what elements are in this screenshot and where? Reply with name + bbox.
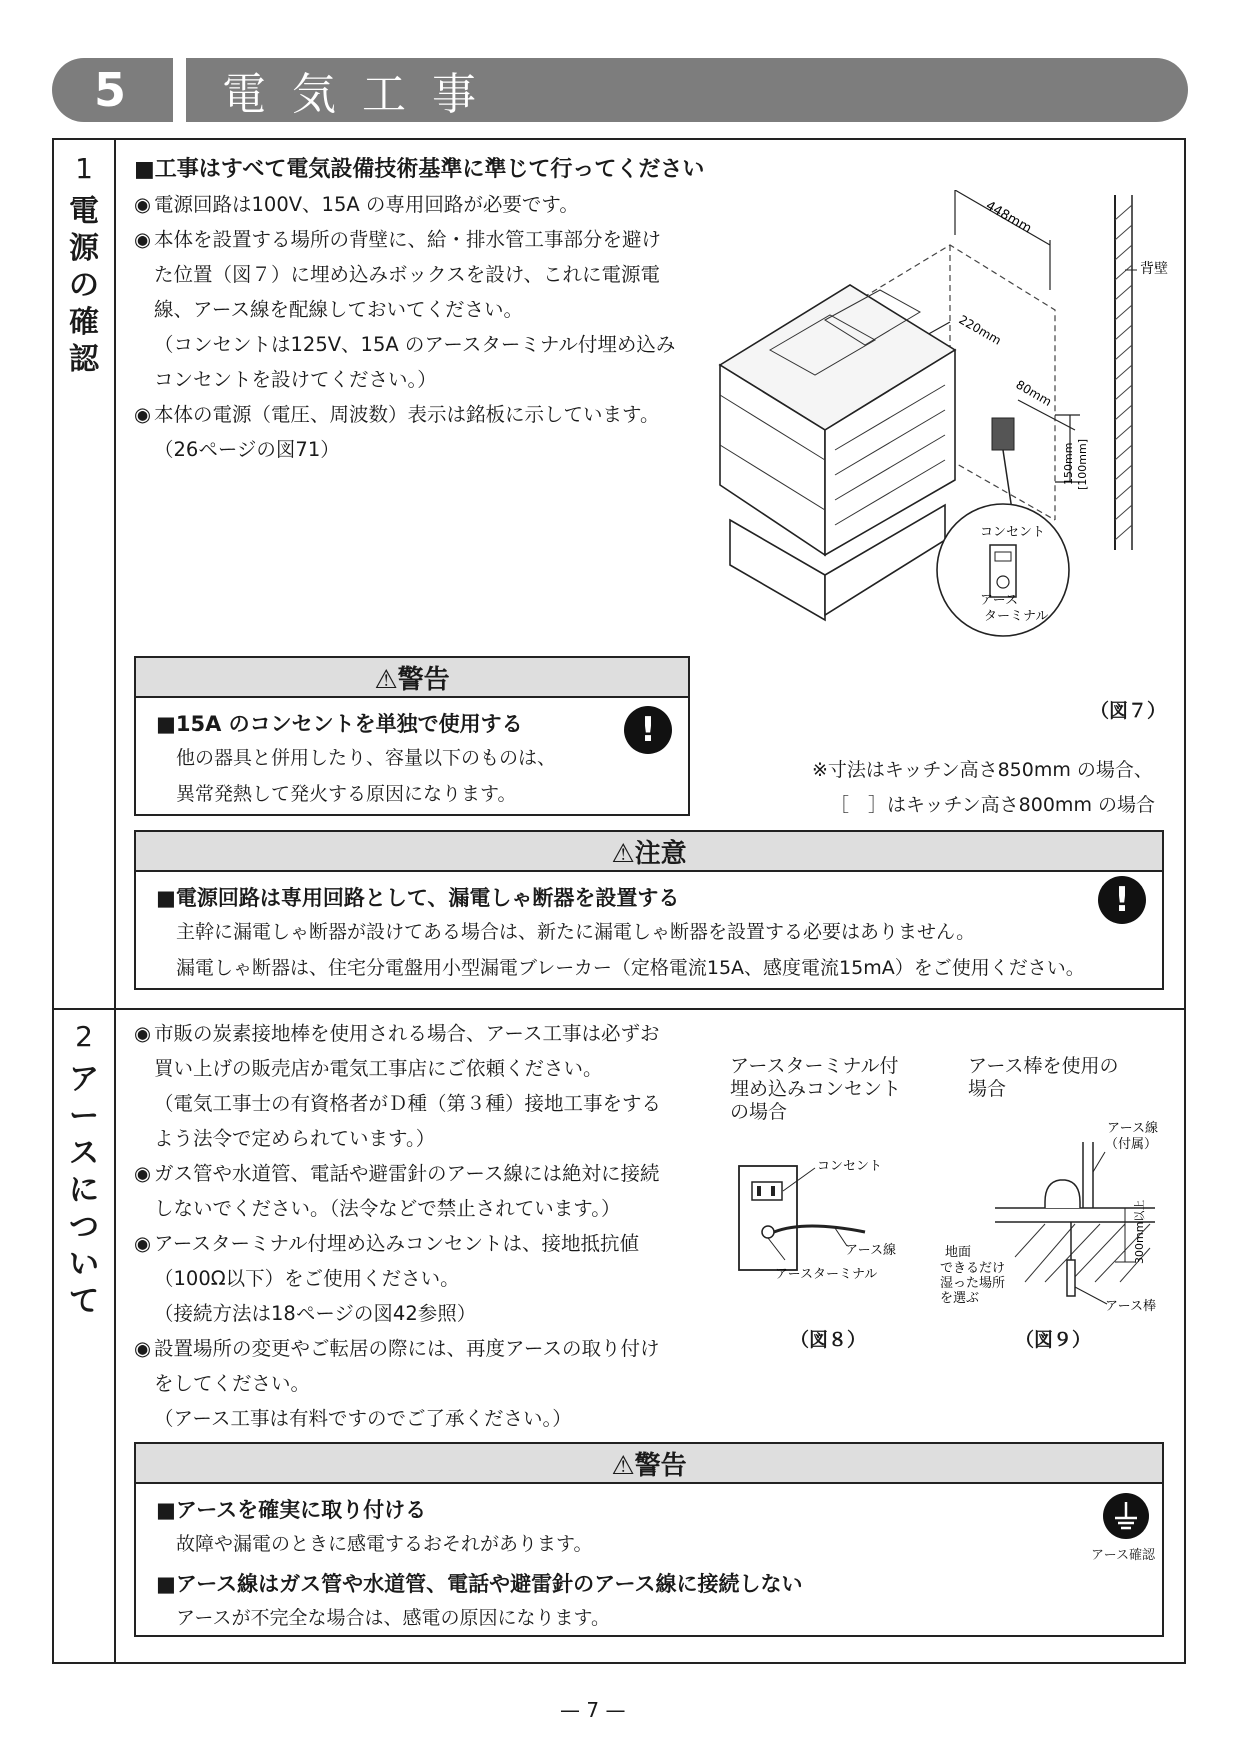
section-header: [52, 58, 1188, 122]
section1-bullets: [134, 187, 694, 467]
section2-title: [62, 1061, 106, 1320]
header-divider: [173, 58, 186, 122]
section-divider: [52, 1008, 1186, 1010]
bullet-line: （100Ω以下）をご使用ください。: [154, 1267, 460, 1290]
earth-terminal-icon: [762, 1226, 774, 1238]
warning-title: ■15A のコンセントを単独で使用する: [156, 712, 523, 736]
section2-title-char: い: [69, 1247, 99, 1282]
bullet-line: （電気工事士の有資格者がＤ種（第３種）接地工事をする: [154, 1092, 662, 1115]
caution-text: 漏電しゃ断器は、住宅分電盤用小型漏電ブレーカー（定格電流15A、感度電流15mA）をご使用ください。: [176, 957, 1085, 979]
caution-box: [134, 830, 1164, 990]
warning-box: [134, 656, 690, 816]
bullet-item: ◉ アースターミナル付埋め込みコンセントは、接地抵抗値: [134, 1226, 694, 1261]
bullet-icon: ◉: [134, 403, 152, 426]
section2-title-char: ス: [69, 1136, 99, 1171]
warning-text: 異常発熱して発火する原因になります。: [176, 783, 517, 805]
warning-text: 他の器具と併用したり、容量以下のものは、: [176, 747, 557, 769]
warning-header: ⚠警告: [136, 1444, 1162, 1484]
section1-number: 1: [75, 152, 93, 185]
section2-number: 2: [75, 1020, 93, 1053]
bullet-item: ◉ 本体を設置する場所の背壁に、給・排水管工事部分を避け: [134, 222, 694, 257]
bullet-line: しないでください。（法令などで禁止されています。）: [154, 1197, 621, 1220]
fig8-outlet-label: コンセント: [817, 1159, 883, 1174]
section2-title-char: つ: [69, 1210, 99, 1245]
terminal-label-1: アース: [980, 593, 1018, 608]
fig9-wire-label: アース線: [1107, 1121, 1158, 1136]
section-number: 5: [93, 63, 126, 117]
figure-7-caption: （図７）: [1090, 700, 1167, 722]
fig9-rod-label: アース棒: [1105, 1299, 1156, 1314]
section2-title-char: て: [69, 1284, 99, 1319]
fig9-wire-sub-label: （付属）: [1105, 1137, 1158, 1152]
figure-9-title: [968, 1055, 1118, 1101]
dim-height-label: 150mm: [1062, 442, 1075, 485]
figure-8-title-line: 埋め込みコンセント: [730, 1078, 902, 1100]
bullet-icon: ◉: [134, 228, 152, 251]
bullet-line: （アース工事は有料ですのでご了承ください。）: [154, 1407, 572, 1430]
terminal-label-2: ターミナル: [984, 609, 1049, 624]
fig9-place-line: 湿った場所: [940, 1276, 1006, 1291]
caution-title: ■電源回路は専用回路として、漏電しゃ断器を設置する: [156, 886, 680, 910]
wall-label: 背壁: [1140, 261, 1168, 277]
figure-9-diagram: [925, 1112, 1177, 1322]
bullet-icon: ◉: [134, 1022, 152, 1045]
bullet-line: コンセントを設けてください。）: [154, 368, 437, 391]
outlet-label: コンセント: [980, 525, 1046, 540]
fig9-ground-label: 地面: [945, 1245, 972, 1260]
bullet-line: （接続方法は18ページの図42参照）: [154, 1302, 477, 1325]
section2-title-char: ー: [69, 1099, 99, 1134]
section1-heading: ■工事はすべて電気設備技術基準に準じて行ってください: [134, 157, 705, 182]
figure-8-caption: （図８）: [790, 1329, 867, 1351]
warning-text: 故障や漏電のときに感電するおそれがあります。: [176, 1533, 593, 1555]
section1-title-char: 認: [69, 342, 99, 377]
figure-7-diagram: [700, 190, 1180, 730]
earth-rod-icon: [1067, 1260, 1075, 1296]
bullet-line: （コンセントは125V、15A のアースターミナル付埋め込み: [154, 333, 676, 356]
fig9-depth-label: 300mm以上: [1133, 1199, 1146, 1264]
caution-header: ⚠注意: [136, 832, 1162, 872]
dim-width-label: 448mm: [983, 198, 1034, 237]
bullet-item: ◉ 市販の炭素接地棒を使用される場合、アース工事は必ずお: [134, 1016, 694, 1051]
warning-title: ■アースを確実に取り付ける: [156, 1498, 427, 1522]
caution-body: [176, 914, 1085, 986]
earth-check-icon: [1102, 1492, 1150, 1540]
section1-title-char: 源: [69, 231, 99, 266]
bullet-item: ◉ ガス管や水道管、電話や避雷針のアース線には絶対に接続: [134, 1156, 694, 1191]
dim-side-label: 80mm: [1013, 377, 1054, 409]
earth-warning-box: [134, 1442, 1164, 1637]
section1-label: [62, 150, 106, 378]
fig8-wire-label: アース線: [845, 1243, 896, 1258]
bullet-icon: ◉: [134, 1162, 152, 1185]
page-title: 電気工事: [222, 69, 502, 120]
caution-text: 主幹に漏電しゃ断器が設けてある場合は、新たに漏電しゃ断器を設置する必要はありません。: [176, 921, 976, 943]
section2-title-char: ア: [69, 1062, 99, 1097]
section1-title: [62, 193, 106, 378]
bullet-item: ◉ 本体の電源（電圧、周波数）表示は銘板に示しています。: [134, 397, 694, 432]
warning-header: ⚠警告: [136, 658, 688, 698]
figure-9-caption: （図９）: [1015, 1329, 1092, 1351]
page-number: — 7 —: [560, 1698, 626, 1722]
warning-title: ■アース線はガス管や水道管、電話や避雷針のアース線に接続しない: [156, 1572, 803, 1596]
figure-8-title-line: アースターミナル付: [730, 1055, 899, 1077]
section2-title-char: に: [69, 1173, 99, 1208]
bullet-icon: ◉: [134, 1232, 152, 1255]
bullet-line: 線、アース線を配線しておいてください。: [154, 298, 523, 321]
section1-title-char: 電: [69, 194, 99, 229]
earth-terminal-icon: [997, 576, 1009, 588]
dimension-note-1: ※寸法はキッチン高さ850mm の場合、: [812, 759, 1153, 781]
warning-text: アースが不完全な場合は、感電の原因になります。: [176, 1607, 610, 1629]
fig8-terminal-label: アースターミナル: [775, 1267, 878, 1282]
figure-8-diagram: [735, 1150, 935, 1300]
bullet-line: た位置（図７）に埋め込みボックスを設け、これに電源電: [154, 263, 661, 286]
section1-title-char: の: [69, 268, 99, 303]
bullet-icon: ◉: [134, 1337, 152, 1360]
section1-title-char: 確: [69, 305, 99, 340]
fig9-place-line: を選ぶ: [940, 1291, 980, 1306]
figure-9-title-line: アース棒を使用の: [968, 1055, 1119, 1077]
section2-label: [62, 1018, 106, 1320]
warning-body: [176, 740, 556, 812]
bullet-line: よう法令で定められています。）: [154, 1127, 436, 1150]
exclamation-icon: !: [1098, 876, 1146, 924]
figure-9-title-line: 場合: [968, 1078, 1007, 1100]
exclamation-icon: !: [624, 706, 672, 754]
dim-depth-label: 220mm: [956, 312, 1004, 348]
fig9-place-line: できるだけ: [940, 1261, 1006, 1276]
bullet-icon: ◉: [134, 193, 152, 216]
section2-bullets: [134, 1016, 694, 1436]
bullet-item: ◉ 設置場所の変更やご転居の際には、再度アースの取り付け: [134, 1331, 694, 1366]
dim-height-alt-label: [100mm]: [1076, 438, 1089, 490]
label-column-divider: [114, 138, 116, 1664]
figure-8-title-line: の場合: [730, 1101, 788, 1123]
bullet-line: をしてください。: [154, 1372, 311, 1395]
dimension-note-2: ［ ］はキッチン高さ800mm の場合: [830, 794, 1155, 816]
figure-8-title: [730, 1055, 901, 1124]
outlet-box-icon: [992, 418, 1014, 450]
bullet-item: ◉ 電源回路は100V、15A の専用回路が必要です。: [134, 187, 694, 222]
bullet-line: （26ページの図71）: [154, 438, 340, 461]
earth-check-label: アース確認: [1091, 1548, 1155, 1563]
bullet-line: 買い上げの販売店か電気工事店にご依頼ください。: [154, 1057, 603, 1080]
